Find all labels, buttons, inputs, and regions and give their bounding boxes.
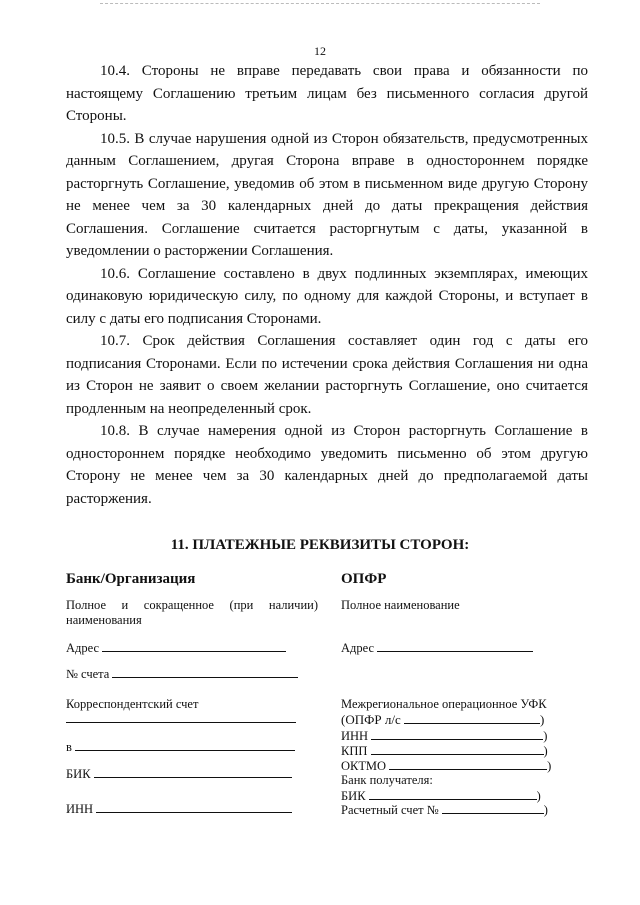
top-scan-artifact <box>100 3 540 4</box>
left-bik-field[interactable] <box>66 766 292 782</box>
right-opfr-ls-close: ) <box>539 712 545 727</box>
paragraph-10-7: 10.7. Срок действия Соглашения составляет один год с даты его подписания Сторонами. Если по истечении срока действия Соглашения ни одна из Сторон не заявит о своем желании расторгнуть Соглашение, оно считается продленным на неопределенный срок. <box>66 333 588 417</box>
left-account-label: № счета <box>66 667 110 681</box>
left-in-field[interactable] <box>66 739 295 755</box>
left-in-line <box>75 739 295 751</box>
left-heading: Банк/Организация <box>66 571 196 587</box>
left-full-name-label: Полное и сокращенное (при наличии) наименования <box>66 598 318 627</box>
right-address-field[interactable] <box>341 640 533 656</box>
left-address-label: Адрес <box>66 641 100 655</box>
right-oktmo-line <box>389 758 547 770</box>
left-address-field[interactable] <box>66 640 286 656</box>
right-bank-label: Банк получателя: <box>341 773 433 787</box>
left-bik-line <box>94 766 292 778</box>
left-address-line <box>102 640 286 652</box>
agreement-text <box>66 60 588 510</box>
right-full-name-label: Полное наименование <box>341 598 460 612</box>
left-corr-account-label: Корреспондентский счет <box>66 697 199 711</box>
paragraph-10-6: 10.6. Соглашение составлено в двух подлинных экземплярах, имеющих одинаковую юридическую силу, по одному для каждой Стороны, и вступает в силу с даты его подписания Сторонами. <box>66 265 588 327</box>
right-address-label: Адрес <box>341 641 375 655</box>
section-title: 11. ПЛАТЕЖНЫЕ РЕКВИЗИТЫ СТОРОН: <box>170 537 470 553</box>
right-oktmo-field[interactable] <box>341 758 551 774</box>
right-oktmo-label: ОКТМО <box>341 759 386 773</box>
right-kpp-label: КПП <box>341 744 368 758</box>
right-ufk-label: Межрегиональное операционное УФК <box>341 697 547 711</box>
left-inn-label: ИНН <box>66 802 94 816</box>
right-bik-close: ) <box>536 789 541 803</box>
right-kpp-field[interactable] <box>341 743 548 759</box>
right-account-line <box>442 802 544 814</box>
right-opfr-ls-field[interactable] <box>341 712 544 727</box>
right-oktmo-close: ) <box>547 759 552 773</box>
page-number: 12 <box>314 44 326 58</box>
paragraph-10-5: 10.5. В случае нарушения одной из Сторон обязательств, предусмотренных данным Соглашением, другая Сторона вправе в одностороннем порядке расторгнуть Соглашение, уведомив об этом в письменном виде другую Сторону не менее чем за 30 календарных дней до даты прекращения действия Соглашения. Соглашение считается расторгнутым с даты, указанной в уведомлении о расторжении Соглашения. <box>66 130 588 259</box>
right-account-close: ) <box>543 803 548 817</box>
right-bik-line <box>369 788 537 800</box>
right-account-label: Расчетный счет № <box>341 803 439 817</box>
left-inn-line <box>96 801 292 813</box>
right-heading: ОПФР <box>341 571 387 587</box>
right-kpp-close: ) <box>543 744 548 758</box>
left-in-label: в <box>66 740 72 754</box>
right-opfr-ls-label: (ОПФР л/с <box>341 712 401 727</box>
left-account-line <box>112 666 298 678</box>
right-kpp-line <box>371 743 544 755</box>
right-inn-field[interactable] <box>341 728 547 744</box>
left-inn-field[interactable] <box>66 801 292 817</box>
paragraph-10-8: 10.8. В случае намерения одной из Сторон расторгнуть Соглашение в одностороннем порядке необходимо уведомить письменно об этом другую Сторону не менее чем за 30 календарных дней до предполагаемой даты расторжения. <box>66 423 588 507</box>
left-bik-label: БИК <box>66 767 91 781</box>
left-corr-account-line[interactable] <box>66 722 296 723</box>
right-account-field[interactable] <box>341 802 548 818</box>
left-account-field[interactable] <box>66 666 298 682</box>
right-bik-label: БИК <box>341 789 366 803</box>
paragraph-10-4: 10.4. Стороны не вправе передавать свои права и обязанности по настоящему Соглашению третьим лицам без письменного согласия другой Стороны. <box>66 63 588 124</box>
right-inn-label: ИНН <box>341 729 369 743</box>
right-opfr-ls-line <box>404 712 540 724</box>
right-inn-line <box>371 728 543 740</box>
right-inn-close: ) <box>543 729 548 743</box>
right-address-line <box>377 640 533 652</box>
